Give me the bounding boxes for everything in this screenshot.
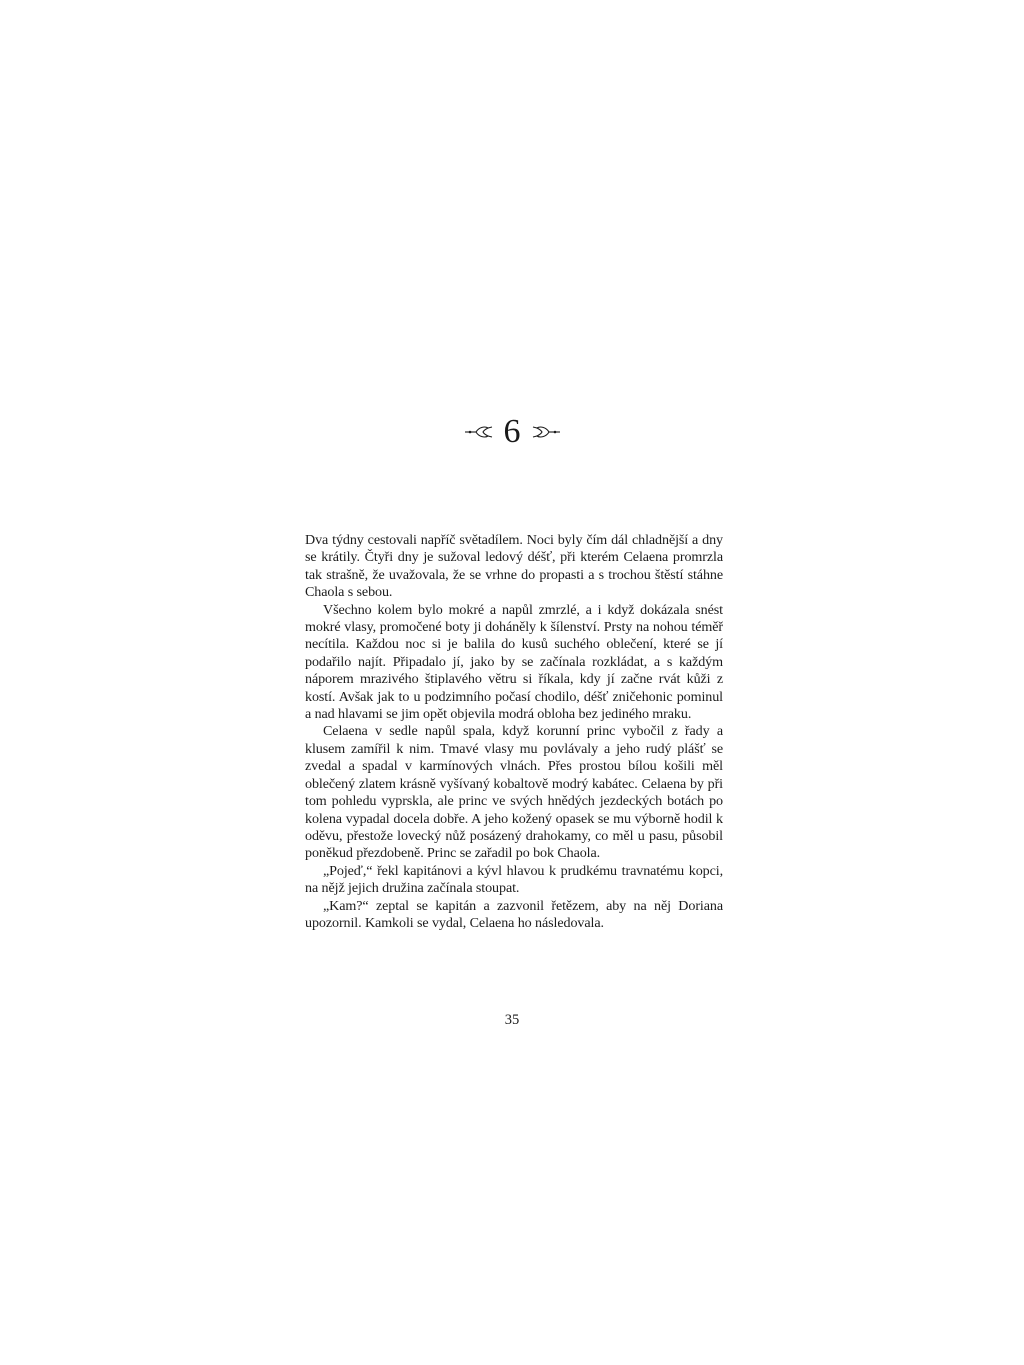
fleuron-left-icon xyxy=(464,425,494,439)
page-number: 35 xyxy=(504,1012,520,1028)
paragraph: Celaena v sedle napůl spala, když korunní princ vybočil z řady a klusem zamířil k nim. Tmavé vlasy mu povlávaly a jeho rudý plášť se zvedal a spadal v karmínových vlnách. Přes prostou bílou košili měl oblečený zlatem krásně vyšívaný kobaltově modrý kabátec. Celaena by při tom pohledu vyprskla, ale princ ve svých hnědých jezdeckých botách po kolena vypadal docela dobře. A jeho kožený opasek se mu výborně hodil k oděvu, přestože lovecký nůž posázený drahokamy, co měl u pasu, působil poněkud přezdobeně. Princ se zařadil po bok Chaola. xyxy=(305,723,723,862)
fleuron-right-icon xyxy=(531,425,561,439)
paragraph: „Pojeď,“ řekl kapitánovi a kývl hlavou k prudkému travnatému kopci, na nějž jejich družina začínala stoupat. xyxy=(305,862,723,897)
chapter-heading xyxy=(0,410,1024,454)
paragraph: „Kam?“ zeptal se kapitán a zazvonil řetězem, aby na něj Doriana upozornil. Kamkoli se vydal, Celaena ho následovala. xyxy=(305,897,723,931)
paragraph: Všechno kolem bylo mokré a napůl zmrzlé, a i když dokázala snést mokré vlasy, promočené boty ji doháněly k šílenství. Prsty na nohou téměř necítila. Každou noc si je balila do kusů suchého oblečení, které se jí podařilo najít. Připadalo jí, jako by se začínala rozkládat, a s každým náporem mrazivého štiplavého větru si říkala, kdy jí začne rvát kůži z kostí. Avšak jak to u podzimního počasí chodilo, déšť zničehonic pominul a nad hlavami se jim opět objevila modrá obloha bez jediného mraku. xyxy=(305,601,723,723)
chapter-number: 6 xyxy=(503,413,521,450)
chapter-body xyxy=(305,532,723,932)
paragraph: Dva týdny cestovali napříč světadílem. Noci byly čím dál chladnější a dny se krátily. Čtyři dny je sužoval ledový déšť, při kterém Celaena promrzla tak strašně, že uvažovala, že se vrhne do propasti a s trochou štěstí stáhne Chaola s sebou. xyxy=(305,532,723,601)
